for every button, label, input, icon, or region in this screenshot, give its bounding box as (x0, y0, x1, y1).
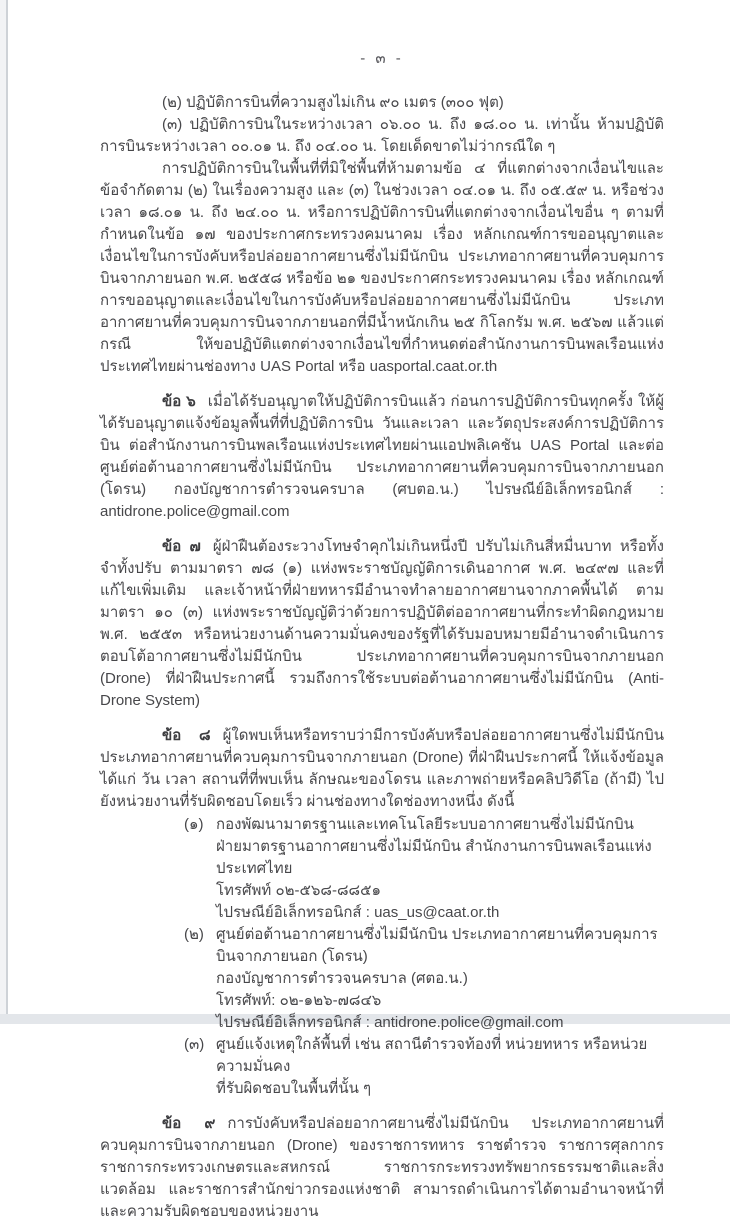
contact-item-police (184, 924, 664, 1034)
scan-left-edge-line (6, 0, 8, 1024)
section-7-marker: ข้อ ๗ (162, 538, 201, 555)
section-6-marker: ข้อ ๖ (162, 393, 196, 410)
section-7-text: ผู้ฝ่าฝืนต้องระวางโทษจำคุกไม่เกินหนึ่งปี ปรับไม่เกินสี่หมื่นบาท หรือทั้งจำทั้งปรับ ตามมาตรา ๗๘ (๑) แห่งพระราชบัญญัติการเดินอากาศ พ.ศ. ๒๔๙๗ และที่แก้ไขเพิ่มเติม และเจ้าหน้าที่ฝ่ายทหารมีอำนาจทำลายอากาศยานจากภาคพื้นได้ ตามมาตรา ๑๐ (๓) แห่งพระราชบัญญัติว่าด้วยการปฏิบัติต่ออากาศยานที่กระทำผิดกฎหมาย พ.ศ. ๒๕๕๓ หรือหน่วยงานด้านความมั่นคงของรัฐที่ได้รับมอบหมายมีอำนาจดำเนินการตอบโต้อากาศยานซึ่งไม่มีนักบิน ประเภทอากาศยานที่ควบคุมการบินจากภายนอก (Drone) ที่ฝ่าฝืนประกาศนี้ รวมถึงการใช้ระบบต่อต้านอากาศยานซึ่งไม่มีนักบิน (Anti-Drone System) (100, 538, 664, 709)
page-number: - ๓ - (360, 50, 404, 67)
contact-item-1-dept: ฝ่ายมาตรฐานอากาศยานซึ่งไม่มีนักบิน สำนักงานการบินพลเรือนแห่งประเทศไทย (216, 838, 652, 877)
contact-item-2-org: ศูนย์ต่อต้านอากาศยานซึ่งไม่มีนักบิน ประเภทอากาศยานที่ควบคุมการบินจากภายนอก (โดรน) (216, 926, 658, 965)
contact-item-2-email: ไปรษณีย์อิเล็กทรอนิกส์ : antidrone.police@gmail.com (216, 1014, 564, 1031)
contact-item-2-marker: (๒) (184, 926, 204, 943)
contact-item-caat (184, 814, 664, 924)
contact-item-1-email: ไปรษณีย์อิเล็กทรอนิกส์ : uas_us@caat.or.th (216, 904, 500, 921)
document-page (100, 48, 664, 1223)
contact-item-3-line1: ศูนย์แจ้งเหตุใกล้พื้นที่ เช่น สถานีตำรวจท้องที่ หน่วยทหาร หรือหน่วยความมั่นคง (216, 1036, 648, 1075)
paragraph-subitem-3: (๓) ปฏิบัติการบินในระหว่างเวลา ๐๖.๐๐ น. ถึง ๑๘.๐๐ น. เท่านั้น ห้ามปฏิบัติการบินระหว่างเวลา ๐๐.๐๑ น. ถึง ๐๔.๐๐ น. โดยเด็ดขาดไม่ว่ากรณีใด ๆ (100, 116, 664, 155)
contact-item-3-marker: (๓) (184, 1036, 205, 1053)
contact-item-1-org: กองพัฒนามาตรฐานและเทคโนโลยีระบบอากาศยานซึ่งไม่มีนักบิน (216, 816, 634, 833)
section-8 (100, 725, 664, 813)
contact-item-local (184, 1034, 664, 1100)
section-9-marker: ข้อ ๙ (162, 1115, 216, 1132)
contact-channel-list (184, 814, 664, 1100)
section-6-text: เมื่อได้รับอนุญาตให้ปฏิบัติการบินแล้ว ก่อนการปฏิบัติการบินทุกครั้ง ให้ผู้ได้รับอนุญาตแจ้งข้อมูลพื้นที่ที่ปฏิบัติการบิน วันและเวลา และวัตถุประสงค์การปฏิบัติการบิน ต่อสำนักงานการบินพลเรือนแห่งประเทศไทยผ่านแอปพลิเคชัน UAS Portal และต่อศูนย์ต่อต้านอากาศยานซึ่งไม่มีนักบิน ประเภทอากาศยานที่ควบคุมการบินจากภายนอก (โดรน) กองบัญชาการตำรวจนครบาล (ศบตอ.น.) ไปรษณีย์อิเล็กทรอนิกส์ : antidrone.police@gmail.com (100, 393, 664, 520)
contact-item-1-marker: (๑) (184, 816, 204, 833)
contact-item-1-phone: โทรศัพท์ ๐๒-๕๖๘-๘๘๕๑ (216, 882, 381, 899)
contact-item-2-dept: กองบัญชาการตำรวจนครบาล (ศตอ.น.) (216, 970, 468, 987)
section-8-text: ผู้ใดพบเห็นหรือทราบว่ามีการบังคับหรือปล่อยอากาศยานซึ่งไม่มีนักบิน ประเภทอากาศยานที่ควบคุมการบินจากภายนอก (Drone) ที่ฝ่าฝืนประกาศนี้ ให้แจ้งข้อมูล ได้แก่ วัน เวลา สถานที่ที่พบเห็น ลักษณะของโดรน และภาพถ่ายหรือคลิปวิดีโอ (ถ้ามี) ไปยังหน่วยงานที่รับผิดชอบโดยเร็ว ผ่านช่องทางใดช่องทางหนึ่ง ดังนี้ (100, 727, 664, 810)
paragraph-subitem-2: (๒) ปฏิบัติการบินที่ความสูงไม่เกิน ๙๐ เมตร (๓๐๐ ฟุต) (162, 94, 504, 111)
section-9-text: การบังคับหรือปล่อยอากาศยานซึ่งไม่มีนักบิน ประเภทอากาศยานที่ควบคุมการบินจากภายนอก (Drone) ของราชการทหาร ราชตำรวจ ราชการศุลกากร ราชการกระทรวงเกษตรและสหกรณ์ ราชการกระทรวงทรัพยากรธรรมชาติและสิ่งแวดล้อม และราชการสำนักข่าวกรองแห่งชาติ สามารถดำเนินการได้ตามอำนาจหน้าที่และความรับผิดชอบของหน่วยงาน (100, 1115, 664, 1220)
contact-item-2-phone: โทรศัพท์: ๐๒-๑๒๖-๗๘๔๖ (216, 992, 382, 1009)
section-8-marker: ข้อ ๘ (162, 727, 211, 744)
paragraph-exceptions: การปฏิบัติการบินในพื้นที่ที่มิใช่พื้นที่ห้ามตามข้อ ๔ ที่แตกต่างจากเงื่อนไขและข้อจำกัดตาม (๒) ในเรื่องความสูง และ (๓) ในช่วงเวลา ๐๔.๐๑ น. ถึง ๐๕.๕๙ น. หรือช่วงเวลา ๑๘.๐๑ น. ถึง ๒๔.๐๐ น. หรือการปฏิบัติการบินที่แตกต่างจากเงื่อนไขอื่น ๆ ตามที่กำหนดในข้อ ๑๗ ของประกาศกระทรวงคมนาคม เรื่อง หลักเกณฑ์การขออนุญาตและเงื่อนไขในการบังคับหรือปล่อยอากาศยานซึ่งไม่มีนักบิน ประเภทอากาศยานที่ควบคุมการบินจากภายนอก พ.ศ. ๒๕๕๘ หรือข้อ ๒๑ ของประกาศกระทรวงคมนาคม เรื่อง หลักเกณฑ์การขออนุญาตและเงื่อนไขในการบังคับหรือปล่อยอากาศยานซึ่งไม่มีนักบิน ประเภทอากาศยานที่ควบคุมการบินจากภายนอกที่มีน้ำหนักเกิน ๒๕ กิโลกรัม พ.ศ. ๒๕๖๗ แล้วแต่กรณี ให้ขอปฏิบัติแตกต่างจากเงื่อนไขที่กำหนดต่อสำนักงานการบินพลเรือนแห่งประเทศไทยผ่านช่องทาง UAS Portal หรือ uasportal.caat.or.th (100, 160, 664, 375)
section-7 (100, 536, 664, 712)
section-9 (100, 1113, 664, 1223)
contact-item-3-line2: ที่รับผิดชอบในพื้นที่นั้น ๆ (216, 1080, 372, 1097)
section-6 (100, 391, 664, 523)
